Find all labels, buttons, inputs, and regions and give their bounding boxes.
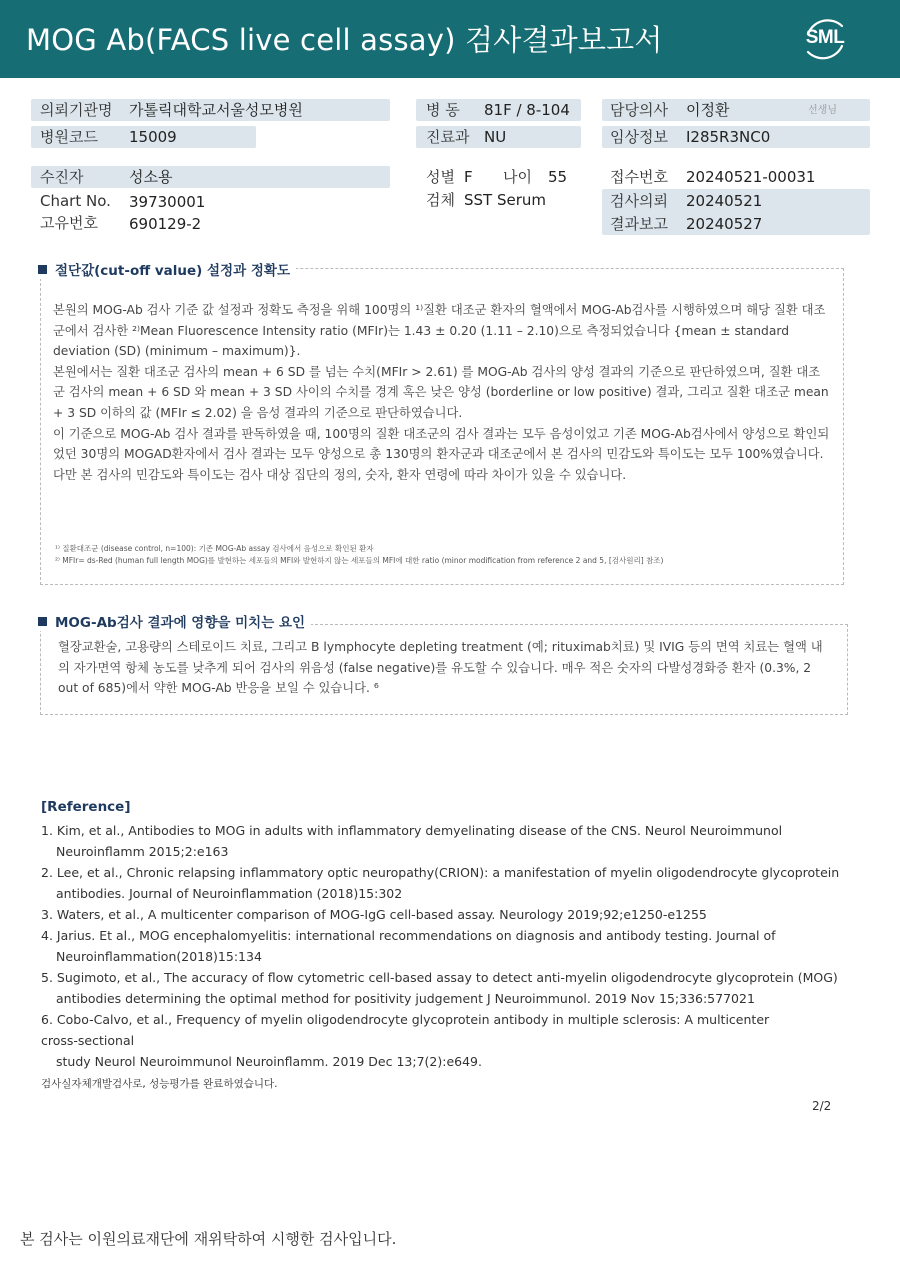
page-number: 2/2 bbox=[812, 1099, 832, 1113]
ward-value: 81F / 8-104 bbox=[484, 101, 570, 119]
examinee-bar bbox=[31, 166, 390, 188]
cutoff-paragraph: 본원에서는 질환 대조군 검사의 mean + 6 SD 를 넘는 수치(MFIr > 2.61) 를 MOG-Ab 검사의 양성 결과의 기준으로 판단하였으며, 질환 대조군 검사의 mean + 6 SD 와 mean + 3 SD 사이의 수치를 경계 혹은 낮은 양성 (borderline or low positive) 결과, 그리고 질환 대조군 mean + 3 SD 이하의 값 (MFIr ≤ 2.02) 을 음성 결과의 기준으로 판단하였습니다. bbox=[53, 364, 829, 420]
chart-no-label: Chart No. bbox=[40, 192, 111, 210]
reference-item: 5. Sugimoto, et al., The accuracy of flow cytometric cell-based assay to detect anti-myelin oligodendrocyte glycoprotein (MOG) bbox=[41, 970, 838, 985]
department-value: NU bbox=[484, 128, 507, 146]
specimen-value: SST Serum bbox=[464, 191, 547, 209]
footer-note: 본 검사는 이원의료재단에 재위탁하여 시행한 검사입니다. bbox=[20, 1230, 397, 1248]
cutoff-paragraph: 이 기준으로 MOG-Ab 검사 결과를 판독하였을 때, 100명의 질환 대조군의 검사 결과는 모두 음성이었고 기존 MOG-Ab검사에서 양성으로 확인되었던 30명의 MOGAD환자에서 검사 결과는 모두 양성으로 총 130명의 환자군과 대조군에서 본 검사의 민감도와 특이도는 모두 100%였습니다. 다만 본 검사의 민감도와 특이도는 검사 대상 집단의 정의, 숫자, 환자 연령에 따라 차이가 있을 수 있습니다. bbox=[53, 426, 830, 482]
request-value: 20240521 bbox=[686, 192, 763, 210]
hospital-code-label: 병원코드 bbox=[40, 128, 98, 146]
institution-label: 의뢰기관명 bbox=[40, 101, 113, 119]
age-value: 55 bbox=[548, 168, 568, 186]
unique-id-label: 고유번호 bbox=[40, 214, 98, 232]
specimen-label: 검체 bbox=[426, 191, 455, 209]
factors-section-title bbox=[38, 611, 311, 631]
logo-text: SML bbox=[805, 27, 845, 48]
factors-section-title-text: MOG-Ab검사 결과에 영향을 미치는 요인 bbox=[55, 615, 306, 631]
department-label: 진료과 bbox=[426, 128, 470, 146]
doctor-label: 담당의사 bbox=[610, 101, 668, 119]
sex-label: 성별 bbox=[426, 168, 455, 186]
institution-value: 가톨릭대학교서울성모병원 bbox=[129, 101, 303, 119]
sex-value: F bbox=[464, 168, 473, 186]
cutoff-paragraph: 본원의 MOG-Ab 검사 기준 값 설정과 정확도 측정을 위해 100명의 ¹⁾질환 대조군 환자의 혈액에서 MOG-Ab검사를 시행하였으며 해당 질환 대조군에서 검사한 ²⁾Mean Fluorescence Intensity ratio (MFIr)는 1.43 ± 0.20 (1.11 – 2.10)으로 측정되었습니다 {mean ± standard deviation (SD) (minimum – maximum)}. bbox=[53, 303, 826, 359]
report-title: MOG Ab(FACS live cell assay) 검사결과보고서 bbox=[26, 23, 663, 57]
footnote: ¹⁾ 질환대조군 (disease control, n=100): 기존 MOG-Ab assay 검사에서 음성으로 확인된 환자 bbox=[55, 544, 374, 553]
ward-label: 병 동 bbox=[426, 101, 460, 119]
section-bullet-icon bbox=[38, 617, 47, 626]
sml-logo bbox=[798, 12, 852, 66]
reference-item-continuation: cross-sectional bbox=[41, 1033, 135, 1048]
cutoff-section-title-text: 절단값(cut-off value) 설정과 정확도 bbox=[55, 263, 290, 279]
reference-item: 3. Waters, et al., A multicenter comparison of MOG-IgG cell-based assay. Neurology 2019;92;e1250-e1255 bbox=[41, 907, 707, 922]
cutoff-section-title bbox=[38, 259, 296, 279]
report-value: 20240527 bbox=[686, 215, 763, 233]
reference-item-continuation: study Neurol Neuroimmunol Neuroinflamm. 2019 Dec 13;7(2):e649. bbox=[56, 1054, 482, 1069]
reference-item: 1. Kim, et al., Antibodies to MOG in adults with inflammatory demyelinating disease of the CNS. Neurol Neuroimmunol bbox=[41, 823, 783, 838]
reference-item: 4. Jarius. Et al., MOG encephalomyelitis: international recommendations on diagnosis and antibody testing. Journal of bbox=[41, 928, 776, 943]
report-header bbox=[0, 0, 900, 78]
hospital-code-value: 15009 bbox=[129, 128, 177, 146]
age-label: 나이 bbox=[503, 168, 532, 186]
report-label: 결과보고 bbox=[610, 215, 668, 233]
cutoff-section-text bbox=[53, 300, 831, 485]
reference-item-continuation: Neuroinflammation(2018)15:134 bbox=[56, 949, 262, 964]
chart-no-value: 39730001 bbox=[129, 193, 206, 211]
clinical-info-label: 임상정보 bbox=[610, 128, 668, 146]
examinee-label: 수진자 bbox=[40, 168, 84, 186]
request-label: 검사의뢰 bbox=[610, 192, 668, 210]
clinical-info-value: I285R3NC0 bbox=[686, 128, 771, 146]
factors-section-text: 혈장교환술, 고용량의 스테로이드 치료, 그리고 B lymphocyte depleting treatment (예; rituximab치료) 및 IVIG 등의 면역 치료는 혈액 내의 자가면역 항체 농도를 낮추게 되어 검사의 위음성 (false negative)를 유도할 수 있습니다. 매우 적은 숫자의 다발성경화증 환자 (0.3%, 2 out of 685)에서 약한 MOG-Ab 반응을 보일 수 있습니다. ⁶ bbox=[58, 640, 823, 696]
doctor-suffix: 선생님 bbox=[808, 105, 837, 116]
examinee-value: 성소용 bbox=[129, 168, 173, 186]
reference-title: [Reference] bbox=[41, 799, 131, 815]
reference-item: 2. Lee, et al., Chronic relapsing inflammatory optic neuropathy(CRION): a manifestation of myelin oligodendrocyte glycoprotein bbox=[41, 865, 840, 880]
reception-value: 20240521-00031 bbox=[686, 168, 816, 186]
doctor-value: 이정환 bbox=[686, 101, 730, 119]
reference-item-continuation: antibodies. Journal of Neuroinflammation (2018)15:302 bbox=[56, 886, 403, 901]
reference-item: 6. Cobo-Calvo, et al., Frequency of myelin oligodendrocyte glycoprotein antibody in multiple sclerosis: A multicenter bbox=[41, 1012, 770, 1027]
validation-note: 검사실자체개발검사로, 성능평가를 완료하였습니다. bbox=[41, 1078, 278, 1090]
section-bullet-icon bbox=[38, 265, 47, 274]
reference-list bbox=[41, 820, 841, 1072]
unique-id-value: 690129-2 bbox=[129, 215, 202, 233]
footnote: ²⁾ MFIr= ds-Red (human full length MOG)를 발현하는 세포들의 MFI와 발현하지 않는 세포들의 MFI에 대한 ratio (minor modification from reference 2 and 5, [검사원리] 참조) bbox=[55, 556, 664, 565]
reference-item-continuation: Neuroinflamm 2015;2:e163 bbox=[56, 844, 229, 859]
reference-item-continuation: antibodies determining the optimal method for positivity judgement J Neuroimmunol. 2019 Nov 15;336:577021 bbox=[56, 991, 755, 1006]
reception-label: 접수번호 bbox=[610, 168, 668, 186]
